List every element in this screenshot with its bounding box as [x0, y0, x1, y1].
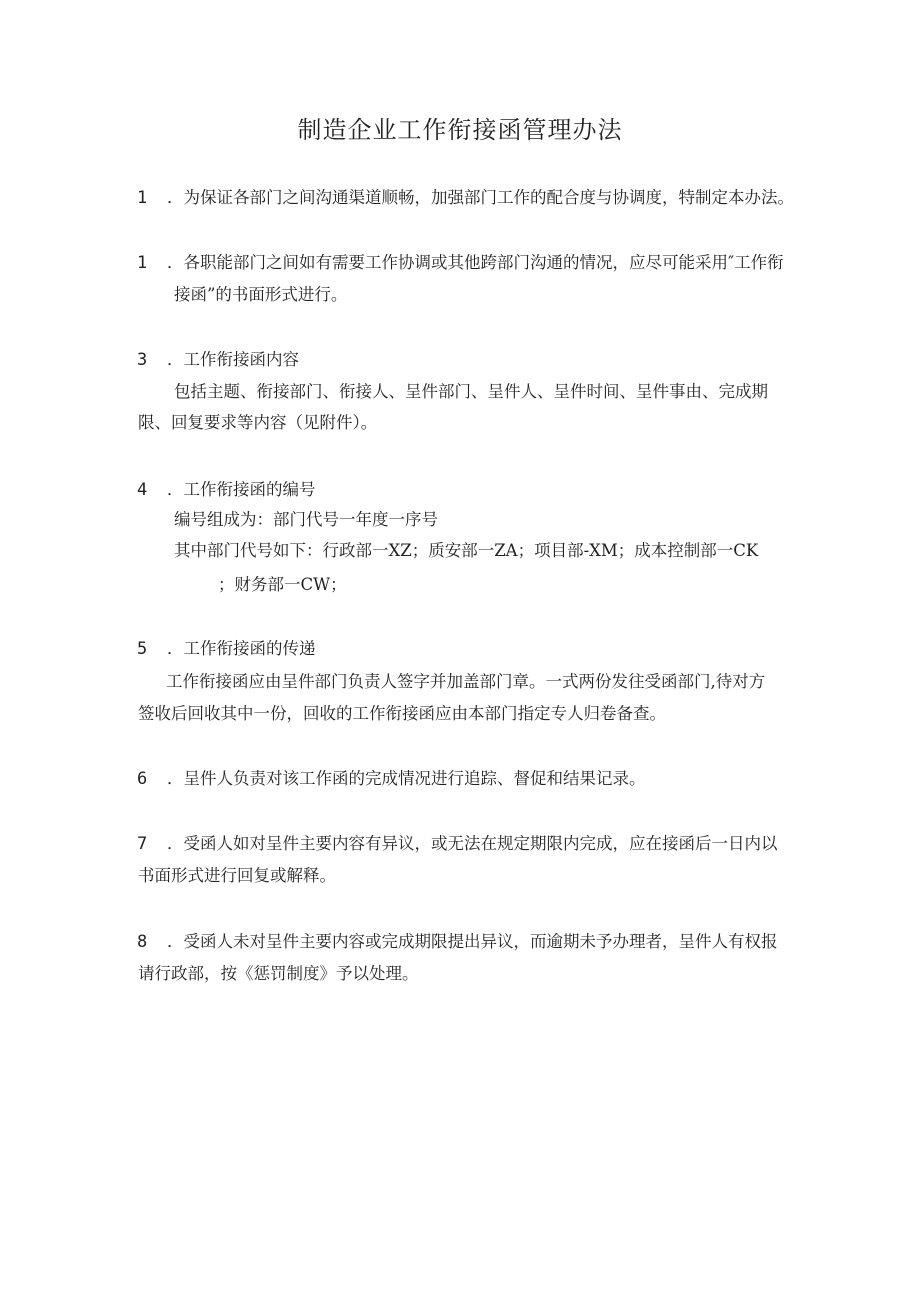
clause-heading: ．工作衔接函内容: [167, 350, 299, 369]
clause-body: 工作衔接函应由呈件部门负责人签字并加盖部门章。一式两份发往受函部门,待对方: [166, 672, 766, 691]
clause-body: 其中部门代号如下：行政部一XZ；质安部一ZA；项目部-XM；成本控制部一CK: [174, 541, 759, 560]
clause-5-heading: [137, 637, 316, 661]
clause-body: 签收后回收其中一份，回收的工作衔接函应由本部门指定专人归卷备查。: [138, 704, 666, 723]
clause-text: ．受函人如对呈件主要内容有异议，或无法在规定期限内完成，应在接函后一日内以: [167, 834, 778, 853]
clause-text-continued: 请行政部，按《惩罚制度》予以处理。: [138, 964, 419, 983]
clause-number: 1: [137, 253, 148, 273]
clause-number: 6: [137, 769, 148, 789]
clause-4-heading: [137, 478, 316, 502]
clause-number: 3: [137, 350, 148, 370]
clause-number: 8: [137, 932, 148, 952]
clause-text-continued: 书面形式进行回复或解释。: [138, 866, 336, 885]
clause-text: ．为保证各部门之间沟通渠道顺畅，加强部门工作的配合度与协调度，特制定本办法。: [167, 188, 794, 207]
clause-6: [137, 767, 646, 791]
clause-2: [137, 251, 784, 275]
clause-body: 限、回复要求等内容（见附件）。: [138, 413, 378, 432]
clause-number: 1: [137, 188, 148, 208]
clause-number: 7: [137, 834, 148, 854]
clause-8: [137, 930, 778, 954]
clause-number: 4: [137, 480, 148, 500]
clause-text: ．各职能部门之间如有需要工作协调或其他跨部门沟通的情况，应尽可能采用″工作衔: [167, 253, 784, 272]
clause-heading: ．工作衔接函的编号: [167, 480, 316, 499]
clause-3-heading: [137, 348, 299, 372]
clause-body: 包括主题、衔接部门、衔接人、呈件部门、呈件人、呈件时间、呈件事由、完成期: [174, 382, 768, 401]
clause-text: ．呈件人负责对该工作函的完成情况进行追踪、督促和结果记录。: [167, 769, 646, 788]
clause-text-continued: 接函”的书面形式进行。: [174, 285, 348, 304]
document-title: 制造企业工作衔接函管理办法: [297, 116, 623, 144]
clause-number: 5: [137, 639, 148, 659]
clause-body: 编号组成为：部门代号一年度一序号: [174, 510, 438, 529]
clause-7: [137, 832, 778, 856]
clause-heading: ．工作衔接函的传递: [167, 639, 316, 658]
clause-1: [137, 186, 794, 210]
clause-text: ．受函人未对呈件主要内容或完成期限提出异议，而逾期未予办理者，呈件人有权报: [167, 932, 778, 951]
clause-body: ；财务部一CW；: [218, 575, 347, 594]
